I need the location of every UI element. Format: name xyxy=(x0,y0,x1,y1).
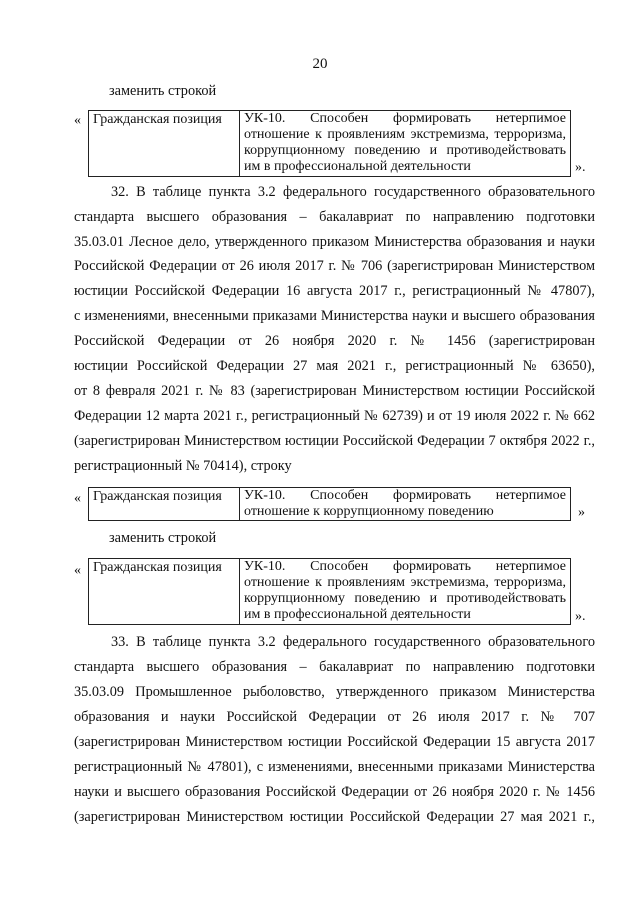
paragraph-33-line: 35.03.09 Промышленное рыболовство, утвержденного приказом Министерства xyxy=(74,684,595,700)
paragraph-32-line: с изменениями, внесенными приказами Министерства науки и высшего образования xyxy=(74,308,595,324)
original-table xyxy=(88,487,571,521)
table-text-line: коррупционному поведению и противодействовать xyxy=(244,591,566,606)
paragraph-32-line: от 8 февраля 2021 г. № 83 (зарегистрирован Министерством юстиции Российской xyxy=(74,383,595,399)
page-number: 20 xyxy=(312,56,328,72)
paragraph-33-line: 33. В таблице пункта 3.2 федерального государственного образовательного xyxy=(111,634,595,650)
replace-with-label: заменить строкой xyxy=(109,530,217,546)
table-text-line: УК-10. Способен формировать нетерпимое xyxy=(244,488,566,503)
table-text-line: коррупционному поведению и противодействовать xyxy=(244,143,566,158)
paragraph-32-line: Федерации 12 марта 2021 г., регистрационный № 62739) и от 19 июля 2022 г. № 662 xyxy=(74,408,595,424)
table-text-line: отношение к коррупционному поведению xyxy=(244,504,494,519)
paragraph-32-line: Российской Федерации от 26 июля 2017 г. № 706 (зарегистрирован Министерством xyxy=(74,258,595,274)
paragraph-32-line: юстиции Российской Федерации 16 августа 2017 г., регистрационный № 47807), xyxy=(74,283,595,299)
paragraph-33-line: стандарта высшего образования – бакалавриат по направлению подготовки xyxy=(74,659,595,675)
quote-close: » xyxy=(578,505,585,520)
paragraph-33-line: науки и высшего образования Российской Федерации от 26 ноября 2020 г. № 1456 xyxy=(74,784,595,800)
replacement-table-2 xyxy=(88,558,571,625)
paragraph-33-line: образования и науки Российской Федерации от 26 июля 2017 г. № 707 xyxy=(74,709,595,725)
table-cell-competence xyxy=(240,559,570,623)
table-cell-competence xyxy=(240,111,570,175)
quote-close: ». xyxy=(575,160,586,175)
table-cell-label: Гражданская позиция xyxy=(89,559,240,624)
paragraph-33-line: (зарегистрирован Министерством юстиции Российской Федерации 27 мая 2021 г., xyxy=(74,809,595,825)
quote-close: ». xyxy=(575,609,586,624)
paragraph-32-line: стандарта высшего образования – бакалавриат по направлению подготовки xyxy=(74,209,595,225)
paragraph-32-line: 35.03.01 Лесное дело, утвержденного приказом Министерства образования и науки xyxy=(74,234,595,250)
quote-open: « xyxy=(74,491,81,506)
paragraph-32-line: Российской Федерации от 26 ноября 2020 г. № 1456 (зарегистрирован xyxy=(74,333,595,349)
table-text-line: УК-10. Способен формировать нетерпимое xyxy=(244,111,566,126)
quote-open: « xyxy=(74,563,81,578)
paragraph-32-line: (зарегистрирован Министерством юстиции Российской Федерации 7 октября 2022 г., xyxy=(74,433,595,449)
table-cell-competence xyxy=(240,488,570,520)
table-text-line: им в профессиональной деятельности xyxy=(244,607,471,622)
quote-open: « xyxy=(74,113,81,128)
table-text-line: им в профессиональной деятельности xyxy=(244,159,471,174)
table-cell-label: Гражданская позиция xyxy=(89,488,240,520)
paragraph-33-line: (зарегистрирован Министерством юстиции Российской Федерации 15 августа 2017 xyxy=(74,734,595,750)
paragraph-32-line: юстиции Российской Федерации 27 мая 2021 г., регистрационный № 63650), xyxy=(74,358,595,374)
table-text-line: отношение к проявлениям экстремизма, терроризма, xyxy=(244,127,566,142)
paragraph-33-line: регистрационный № 47801), с изменениями, внесенными приказами Министерства xyxy=(74,759,595,775)
table-text-line: УК-10. Способен формировать нетерпимое xyxy=(244,559,566,574)
paragraph-32-line: регистрационный № 70414), строку xyxy=(74,458,292,474)
paragraph-32-line: 32. В таблице пункта 3.2 федерального государственного образовательного xyxy=(111,184,595,200)
replace-with-label: заменить строкой xyxy=(109,83,217,99)
table-cell-label: Гражданская позиция xyxy=(89,111,240,176)
replacement-table-1 xyxy=(88,110,571,177)
table-text-line: отношение к проявлениям экстремизма, терроризма, xyxy=(244,575,566,590)
